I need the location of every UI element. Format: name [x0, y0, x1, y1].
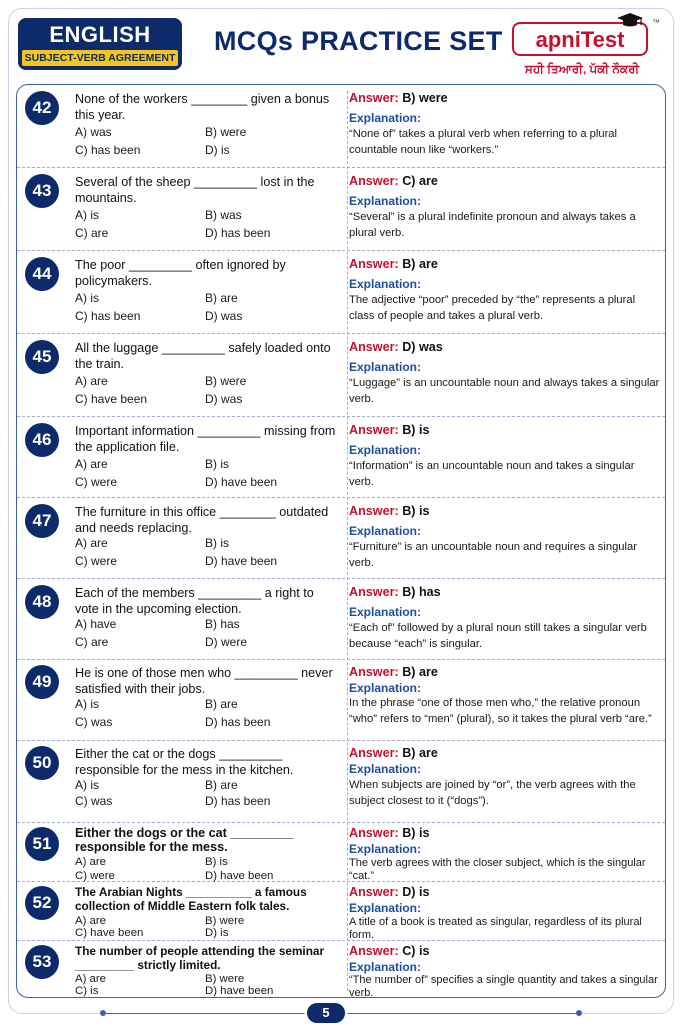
answer-value: B) is	[402, 423, 430, 437]
option-a: A) are	[75, 856, 107, 868]
option-a: A) are	[75, 973, 107, 985]
option-a: A) are	[75, 915, 107, 927]
answer-line	[349, 91, 448, 105]
question-text: He is one of those men who _________ never satisfied with their jobs.	[75, 666, 333, 696]
option-d: D) have been	[205, 475, 278, 489]
subject-label: ENGLISH	[49, 22, 151, 47]
option-d: D) has been	[205, 794, 271, 808]
option-c: C) have been	[75, 927, 144, 939]
footer-line-left	[106, 1013, 304, 1014]
graduation-cap-icon	[616, 12, 644, 30]
option-d: D) have been	[205, 554, 278, 568]
option-c: C) are	[75, 635, 109, 649]
explanation-label: Explanation:	[349, 524, 422, 538]
answer-line	[349, 423, 429, 437]
option-b: B) are	[205, 697, 238, 711]
question-text: Either the dogs or the cat _________ responsible for the mess.	[75, 826, 294, 854]
answer-line	[349, 585, 441, 599]
question-text: The number of people attending the seminar _________ strictly limited.	[75, 944, 325, 972]
explanation-text: “Several” is a plural indefinite pronoun and always takes a plural verb.	[349, 211, 636, 239]
option-a: A) is	[75, 291, 99, 305]
answer-label: Answer:	[349, 423, 399, 437]
option-a: A) is	[75, 208, 99, 222]
explanation-text: “Each of” followed by a plural noun still takes a singular verb because “each” is singular.	[349, 622, 647, 650]
brand-logo	[512, 22, 648, 56]
option-d: D) was	[205, 392, 243, 406]
explanation-label: Explanation:	[349, 762, 422, 776]
answer-label: Answer:	[349, 174, 399, 188]
explanation-text: When subjects are joined by “or”, the verb agrees with the subject closest to it (“dogs”).	[349, 779, 636, 807]
option-d: D) have been	[205, 985, 274, 997]
answer-label: Answer:	[349, 504, 399, 518]
question-number: 53	[25, 945, 59, 979]
explanation-text: “None of” takes a plural verb when referring to a plural countable noun like “workers.”	[349, 128, 618, 156]
explanation-text: “Information” is an uncountable noun and takes a singular verb.	[349, 460, 635, 488]
option-c: C) were	[75, 870, 115, 882]
option-c: C) were	[75, 554, 118, 568]
question-block	[17, 941, 665, 999]
option-d: D) is	[205, 143, 230, 157]
explanation-label: Explanation:	[349, 360, 422, 374]
question-text: Important information _________ missing from the application file.	[75, 424, 336, 454]
question-block	[17, 823, 665, 882]
answer-line	[349, 257, 438, 271]
answer-value: B) are	[402, 746, 438, 760]
question-text: The poor _________ often ignored by policymakers.	[75, 258, 286, 288]
explanation-label: Explanation:	[349, 605, 422, 619]
question-block	[17, 417, 665, 498]
option-d: D) has been	[205, 715, 271, 729]
answer-line	[349, 504, 429, 518]
option-c: C) has been	[75, 143, 141, 157]
explanation-text: “Luggage” is an uncountable noun and always takes a singular verb.	[349, 377, 660, 405]
option-b: B) was	[205, 208, 242, 222]
question-block	[17, 741, 665, 823]
answer-value: D) is	[402, 885, 430, 899]
question-block	[17, 85, 665, 168]
explanation-label: Explanation:	[349, 842, 422, 856]
questions-panel	[16, 84, 666, 998]
answer-line	[349, 944, 429, 958]
option-b: B) has	[205, 617, 240, 631]
answer-label: Answer:	[349, 826, 399, 840]
explanation-label: Explanation:	[349, 194, 422, 208]
answer-label: Answer:	[349, 340, 399, 354]
question-text: The furniture in this office ________ outdated and needs replacing.	[75, 505, 329, 535]
footer-dot-right	[576, 1010, 582, 1016]
explanation-label: Explanation:	[349, 681, 422, 695]
option-d: D) is	[205, 927, 229, 939]
option-b: B) were	[205, 374, 247, 388]
explanation-text: The adjective “poor” preceded by “the” represents a plural class of people and takes a plural verb.	[349, 294, 636, 322]
question-number: 52	[25, 886, 59, 920]
question-number: 46	[25, 423, 59, 457]
brand-name: apniTest	[535, 27, 625, 52]
explanation-label: Explanation:	[349, 901, 422, 915]
question-block	[17, 579, 665, 660]
page-number: 5	[307, 1003, 345, 1023]
question-text: Each of the members _________ a right to vote in the upcoming election.	[75, 586, 314, 616]
explanation-label: Explanation:	[349, 277, 422, 291]
answer-line	[349, 665, 438, 679]
answer-line	[349, 746, 438, 760]
answer-value: D) was	[402, 340, 443, 354]
answer-value: B) are	[402, 257, 438, 271]
answer-line	[349, 174, 438, 188]
question-block	[17, 334, 665, 417]
explanation-text: “Furniture” is an uncountable noun and requires a singular verb.	[349, 541, 637, 569]
explanation-text: The verb agrees with the closer subject, which is the singular “cat.”	[349, 857, 646, 882]
option-c: C) was	[75, 794, 113, 808]
answer-label: Answer:	[349, 257, 399, 271]
option-c: C) is	[75, 985, 99, 997]
option-a: A) are	[75, 536, 108, 550]
brand-tagline: ਸਹੀ ਤਿਆਰੀ, ਪੱਕੀ ਨੌਕਰੀ	[524, 62, 640, 76]
question-number: 44	[25, 257, 59, 291]
question-block	[17, 251, 665, 334]
answer-line	[349, 826, 429, 840]
question-text: All the luggage _________ safely loaded onto the train.	[75, 341, 331, 371]
trademark-symbol: ™	[652, 18, 660, 27]
answer-value: B) is	[402, 826, 430, 840]
option-a: A) was	[75, 125, 112, 139]
question-number: 50	[25, 746, 59, 780]
explanation-label: Explanation:	[349, 443, 422, 457]
option-b: B) is	[205, 536, 229, 550]
topic-label: SUBJECT-VERB AGREEMENT	[22, 50, 178, 66]
question-number: 47	[25, 504, 59, 538]
explanation-label: Explanation:	[349, 960, 422, 974]
footer-line-right	[348, 1013, 576, 1014]
answer-line	[349, 340, 443, 354]
question-number: 48	[25, 585, 59, 619]
question-block	[17, 498, 665, 579]
question-number: 49	[25, 665, 59, 699]
option-c: C) are	[75, 226, 109, 240]
option-b: B) were	[205, 973, 245, 985]
question-number: 51	[25, 827, 59, 861]
answer-label: Answer:	[349, 91, 399, 105]
question-number: 43	[25, 174, 59, 208]
answer-value: B) are	[402, 665, 438, 679]
answer-value: B) were	[402, 91, 448, 105]
option-b: B) is	[205, 856, 228, 868]
option-a: A) are	[75, 457, 108, 471]
option-c: C) have been	[75, 392, 148, 406]
option-b: B) were	[205, 125, 247, 139]
answer-label: Answer:	[349, 746, 399, 760]
explanation-label: Explanation:	[349, 111, 422, 125]
answer-label: Answer:	[349, 665, 399, 679]
explanation-text: In the phrase “one of those men who,” the relative pronoun “who” refers to “men” (plural), so it takes the plural verb “are.”	[349, 697, 652, 725]
answer-value: C) is	[402, 944, 430, 958]
option-d: D) have been	[205, 870, 274, 882]
option-c: C) has been	[75, 309, 141, 323]
option-c: C) were	[75, 475, 118, 489]
option-c: C) was	[75, 715, 113, 729]
answer-label: Answer:	[349, 585, 399, 599]
option-d: D) was	[205, 309, 243, 323]
answer-label: Answer:	[349, 944, 399, 958]
option-b: B) are	[205, 778, 238, 792]
question-block	[17, 882, 665, 941]
answer-value: B) is	[402, 504, 430, 518]
answer-label: Answer:	[349, 885, 399, 899]
answer-value: B) has	[402, 585, 441, 599]
option-d: D) were	[205, 635, 248, 649]
question-block	[17, 168, 665, 251]
answer-value: C) are	[402, 174, 438, 188]
answer-line	[349, 885, 429, 899]
question-text: Several of the sheep _________ lost in the mountains.	[75, 175, 315, 205]
question-text: Either the cat or the dogs _________ responsible for the mess in the kitchen.	[75, 747, 294, 777]
question-text: The Arabian Nights __________ a famous collection of Middle Eastern folk tales.	[75, 885, 307, 913]
option-a: A) is	[75, 778, 99, 792]
question-number: 45	[25, 340, 59, 374]
option-b: B) were	[205, 915, 245, 927]
explanation-text: “The number of” specifies a single quantity and takes a singular verb.	[349, 974, 658, 999]
option-a: A) are	[75, 374, 108, 388]
question-block	[17, 660, 665, 741]
option-a: A) is	[75, 697, 99, 711]
question-text: None of the workers ________ given a bonus this year.	[75, 92, 330, 122]
page-title: MCQs PRACTICE SET	[214, 26, 503, 56]
question-number: 42	[25, 91, 59, 125]
option-b: B) is	[205, 457, 229, 471]
option-d: D) has been	[205, 226, 271, 240]
option-a: A) have	[75, 617, 117, 631]
header	[16, 18, 666, 82]
explanation-text: A title of a book is treated as singular, regardless of its plural form.	[349, 916, 642, 941]
subject-badge	[18, 18, 182, 70]
option-b: B) are	[205, 291, 238, 305]
